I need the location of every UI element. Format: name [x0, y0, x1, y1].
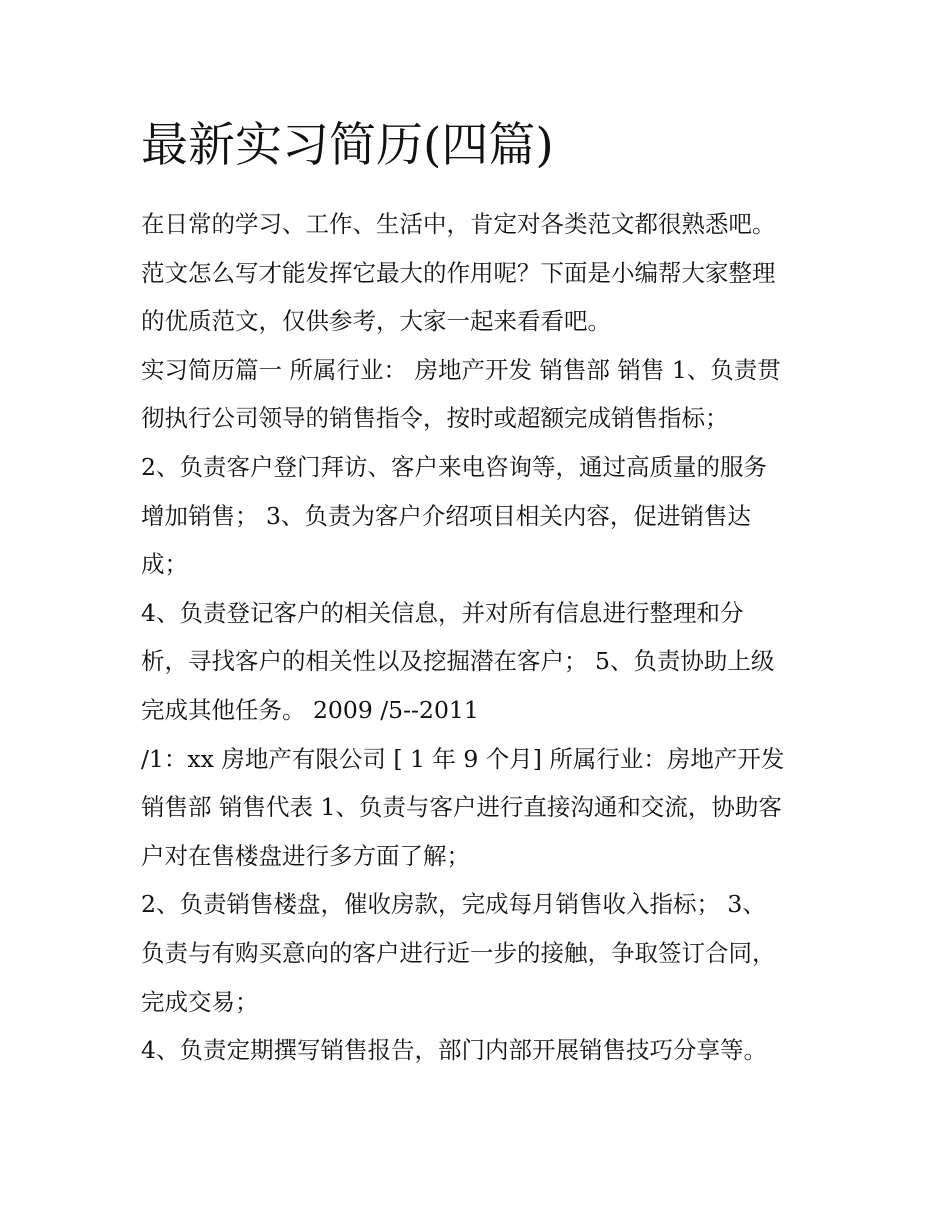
text-line: 4、负责登记客户的相关信息，并对所有信息进行整理和分: [141, 598, 744, 627]
text-line: 2、负责客户登门拜访、客户来电咨询等，通过高质量的服务: [141, 452, 767, 481]
text-line: 2、负责销售楼盘，催收房款，完成每月销售收入指标； 3、: [141, 890, 766, 919]
text-line: 完成交易；: [141, 987, 259, 1016]
document-body: [141, 200, 821, 1075]
text-line: 增加销售； 3、负责为客户介绍项目相关内容，促进销售达: [141, 501, 751, 530]
text-line: 销售部 销售代表 1、负责与客户进行直接沟通和交流，协助客: [141, 793, 782, 822]
document-title: 最新实习简历(四篇): [141, 118, 554, 173]
text-line: 实习简历篇一 所属行业： 房地产开发 销售部 销售 1、负责贯: [141, 355, 781, 384]
text-line: 4、负责定期撰写销售报告，部门内部开展销售技巧分享等。: [141, 1036, 767, 1065]
text-line: 析，寻找客户的相关性以及挖掘潜在客户； 5、负责协助上级: [141, 647, 775, 676]
text-line: 成；: [141, 550, 188, 579]
text-line: 彻执行公司领导的销售指令，按时或超额完成销售指标；: [141, 404, 729, 433]
text-line: 范文怎么写才能发挥它最大的作用呢？下面是小编帮大家整理: [141, 258, 776, 287]
text-line: /1：xx 房地产有限公司 [ 1 年 9 个月] 所属行业：房地产开发: [141, 744, 785, 773]
text-line: 在日常的学习、工作、生活中，肯定对各类范文都很熟悉吧。: [141, 210, 776, 238]
text-line: 的优质范文，仅供参考，大家一起来看看吧。: [141, 307, 611, 336]
text-line: 负责与有购买意向的客户进行近一步的接触，争取签订合同，: [141, 938, 776, 967]
text-line: 完成其他任务。 2009 /5--2011: [141, 695, 479, 724]
text-line: 户对在售楼盘进行多方面了解；: [141, 841, 470, 870]
